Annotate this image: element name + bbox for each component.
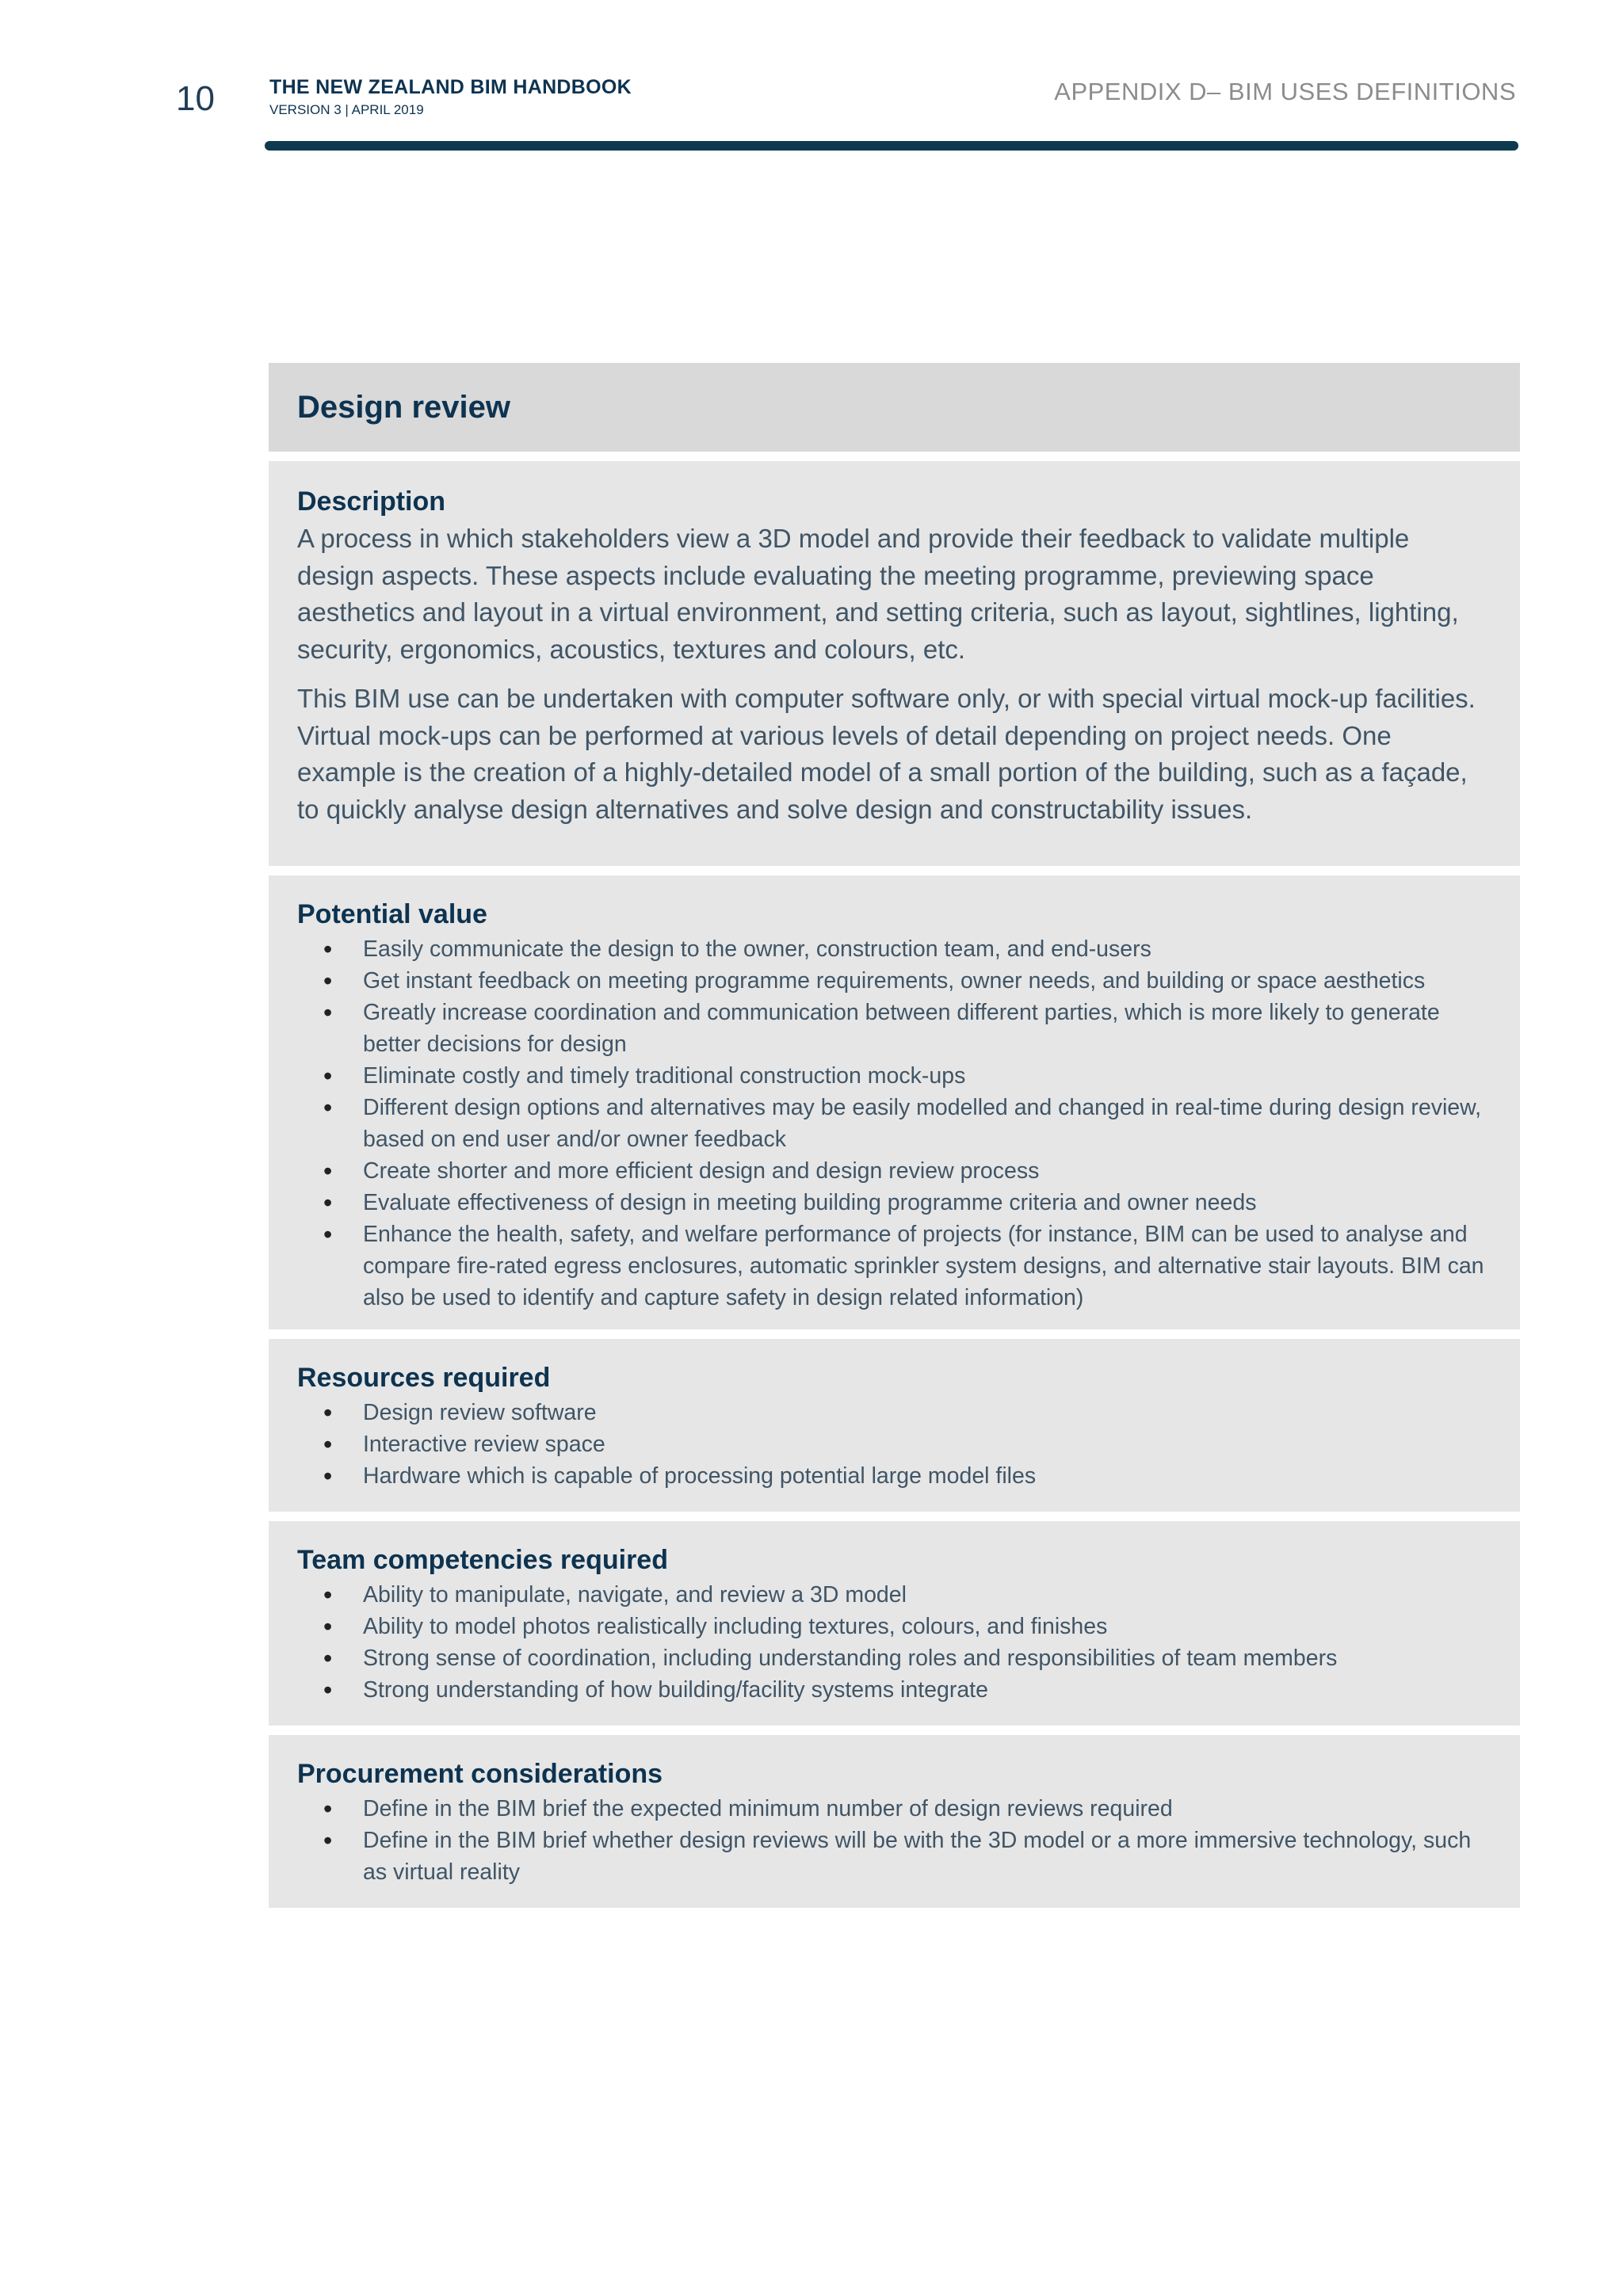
potential-value-list — [297, 933, 1491, 1314]
handbook-title: THE NEW ZEALAND BIM HANDBOOK — [269, 76, 632, 98]
description-section — [269, 461, 1520, 866]
page-title: Design review — [297, 389, 511, 425]
header-divider — [265, 141, 1518, 151]
bim-use-table — [269, 363, 1520, 1917]
description-heading: Description — [297, 486, 446, 517]
list-item: • Greatly increase coordination and communication between different parties, which is more likely to generate better decisions for design — [363, 997, 1491, 1060]
potential-value-heading: Potential value — [297, 899, 487, 929]
list-item: • Define in the BIM brief the expected minimum number of design reviews required — [363, 1793, 1491, 1825]
list-item: • Easily communicate the design to the owner, construction team, and end-users — [363, 933, 1491, 965]
page-number: 10 — [176, 79, 215, 118]
appendix-title: APPENDIX D– BIM USES DEFINITIONS — [1054, 78, 1516, 105]
list-item: • Ability to manipulate, navigate, and review a 3D model — [363, 1579, 1491, 1611]
list-item: • Define in the BIM brief whether design reviews will be with the 3D model or a more immersive technology, such as virtual reality — [363, 1825, 1491, 1888]
handbook-version: VERSION 3 | APRIL 2019 — [269, 102, 424, 117]
list-item: • Ability to model photos realistically including textures, colours, and finishes — [363, 1611, 1491, 1642]
list-item: • Eliminate costly and timely traditional construction mock-ups — [363, 1060, 1491, 1092]
potential-value-section — [269, 875, 1520, 1329]
title-bar — [269, 363, 1520, 452]
resources-list — [297, 1397, 1491, 1492]
list-item: • Interactive review space — [363, 1428, 1491, 1460]
list-item: • Different design options and alternatives may be easily modelled and changed in real-time during design review, based on end user and/or owner feedback — [363, 1092, 1491, 1155]
resources-section — [269, 1339, 1520, 1512]
list-item: • Strong understanding of how building/facility systems integrate — [363, 1674, 1491, 1706]
list-item: • Create shorter and more efficient design and design review process — [363, 1155, 1491, 1187]
list-item: • Strong sense of coordination, including understanding roles and responsibilities of team members — [363, 1642, 1491, 1674]
procurement-heading: Procurement considerations — [297, 1759, 663, 1789]
list-item: • Enhance the health, safety, and welfare performance of projects (for instance, BIM can be used to analyse and compare fire-rated egress enclosures, automatic sprinkler system designs, and alternative stair layouts. BIM can also be used to identify and capture safety in design related information) — [363, 1219, 1491, 1314]
list-item: • Hardware which is capable of processing potential large model files — [363, 1460, 1491, 1492]
list-item: • Get instant feedback on meeting programme requirements, owner needs, and building or space aesthetics — [363, 965, 1491, 997]
list-item: • Evaluate effectiveness of design in meeting building programme criteria and owner needs — [363, 1187, 1491, 1219]
procurement-section — [269, 1735, 1520, 1908]
procurement-list — [297, 1793, 1491, 1888]
description-paragraph: This BIM use can be undertaken with computer software only, or with special virtual mock-up facilities. Virtual mock-ups can be performed at various levels of detail depending on project needs. One example is the creation of a highly-detailed model of a small portion of the building, such as a façade, to quickly analyse design alternatives and solve design and constructability issues. — [297, 684, 1476, 824]
description-paragraph: A process in which stakeholders view a 3D model and provide their feedback to validate multiple design aspects. These aspects include evaluating the meeting programme, previewing space aesthetics and layout in a virtual environment, and setting criteria, such as layout, sightlines, lighting, security, ergonomics, acoustics, textures and colours, etc. — [297, 524, 1459, 664]
team-competencies-list — [297, 1579, 1491, 1706]
team-competencies-section — [269, 1521, 1520, 1726]
handbook-header — [269, 76, 632, 118]
list-item: • Design review software — [363, 1397, 1491, 1428]
resources-heading: Resources required — [297, 1363, 551, 1393]
team-competencies-heading: Team competencies required — [297, 1545, 668, 1575]
